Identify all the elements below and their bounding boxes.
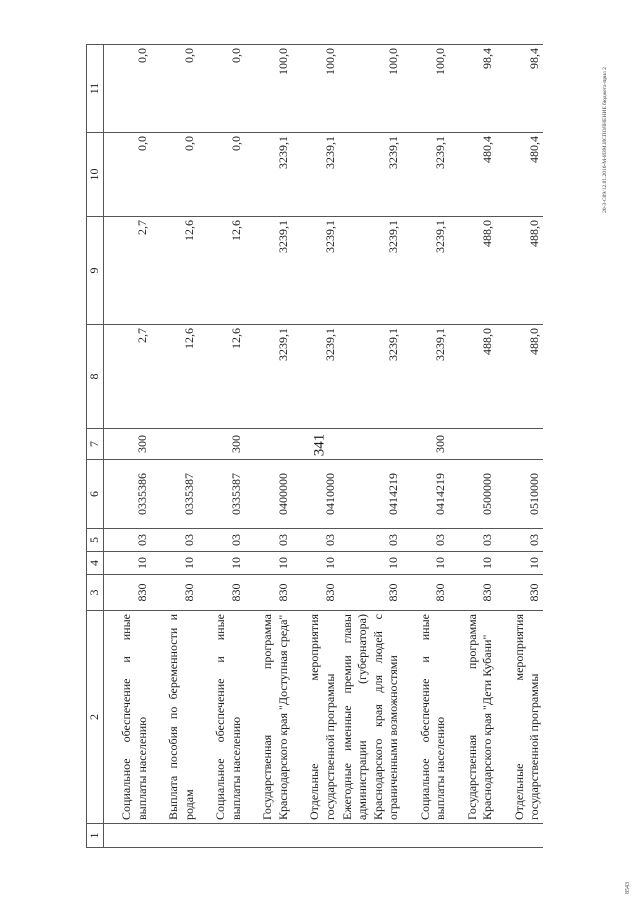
value-col-10: 3239,1 <box>402 133 449 217</box>
page-number: 341 <box>311 433 328 457</box>
value-col-8: 12,6 <box>151 325 198 429</box>
table-row <box>245 45 292 848</box>
column-number: 10 <box>87 133 104 217</box>
value-col-11: 98,4 <box>449 45 496 133</box>
value-col-8: 3239,1 <box>292 325 339 429</box>
value-col-10: 480,4 <box>496 133 543 217</box>
row-name: Социальное обеспечение и иные выплаты населению <box>104 611 152 824</box>
admin-code: 830 <box>151 575 198 611</box>
expense-type-code: 300 <box>198 429 245 460</box>
empty-cell <box>292 824 339 848</box>
admin-code: 830 <box>198 575 245 611</box>
empty-cell <box>198 824 245 848</box>
column-number: 5 <box>87 529 104 552</box>
section-code: 10 <box>449 552 496 575</box>
expense-type-code <box>245 429 292 460</box>
subsection-code: 03 <box>245 529 292 552</box>
value-col-9: 3239,1 <box>339 217 402 325</box>
value-col-9: 12,6 <box>198 217 245 325</box>
section-code: 10 <box>402 552 449 575</box>
expense-type-code <box>292 429 339 460</box>
value-col-8: 2,7 <box>104 325 152 429</box>
value-col-11: 100,0 <box>402 45 449 133</box>
expense-type-code <box>339 429 402 460</box>
budget-table <box>86 44 543 848</box>
section-code: 10 <box>339 552 402 575</box>
value-col-10: 480,4 <box>449 133 496 217</box>
admin-code: 830 <box>292 575 339 611</box>
expense-type-code: 300 <box>402 429 449 460</box>
table-row <box>198 45 245 848</box>
value-col-8: 3239,1 <box>245 325 292 429</box>
rotated-table-container <box>86 45 586 848</box>
column-number: 8 <box>87 325 104 429</box>
column-number: 1 <box>87 824 104 848</box>
value-col-9: 3239,1 <box>245 217 292 325</box>
value-col-10: 0,0 <box>104 133 152 217</box>
value-col-9: 488,0 <box>449 217 496 325</box>
column-number: 7 <box>87 429 104 460</box>
column-number: 9 <box>87 217 104 325</box>
admin-code: 830 <box>104 575 152 611</box>
row-name: Государственная программа Краснодарского края "Доступная среда" <box>245 611 292 824</box>
target-code: 0335387 <box>198 460 245 529</box>
target-code: 0414219 <box>339 460 402 529</box>
column-number: 6 <box>87 460 104 529</box>
table-row <box>339 45 402 848</box>
expense-type-code <box>151 429 198 460</box>
admin-code: 830 <box>402 575 449 611</box>
subsection-code: 03 <box>496 529 543 552</box>
section-code: 10 <box>245 552 292 575</box>
value-col-9: 12,6 <box>151 217 198 325</box>
admin-code: 830 <box>245 575 292 611</box>
column-number: 11 <box>87 45 104 133</box>
value-col-11: 0,0 <box>198 45 245 133</box>
value-col-11: 100,0 <box>292 45 339 133</box>
value-col-8: 3239,1 <box>402 325 449 429</box>
row-name: Выплата пособия по беременности и родам <box>151 611 198 824</box>
value-col-8: 12,6 <box>198 325 245 429</box>
target-code: 0335386 <box>104 460 152 529</box>
value-col-10: 3239,1 <box>245 133 292 217</box>
column-number: 2 <box>87 611 104 824</box>
section-code: 10 <box>151 552 198 575</box>
value-col-10: 3239,1 <box>339 133 402 217</box>
subsection-code: 03 <box>449 529 496 552</box>
table-row <box>104 45 152 848</box>
value-col-9: 2,7 <box>104 217 152 325</box>
target-code: 0335387 <box>151 460 198 529</box>
corner-mark: 8543 <box>625 882 631 894</box>
value-col-10: 3239,1 <box>292 133 339 217</box>
admin-code: 830 <box>449 575 496 611</box>
value-col-8: 3239,1 <box>339 325 402 429</box>
admin-code: 830 <box>496 575 543 611</box>
value-col-8: 488,0 <box>496 325 543 429</box>
subsection-code: 03 <box>339 529 402 552</box>
target-code: 0510000 <box>496 460 543 529</box>
table-row <box>151 45 198 848</box>
target-code: 0400000 <box>245 460 292 529</box>
table-row <box>496 45 543 848</box>
section-code: 10 <box>292 552 339 575</box>
admin-code: 830 <box>339 575 402 611</box>
table-row <box>292 45 339 848</box>
value-col-9: 3239,1 <box>292 217 339 325</box>
value-col-10: 0,0 <box>198 133 245 217</box>
empty-cell <box>402 824 449 848</box>
value-col-11: 100,0 <box>245 45 292 133</box>
value-col-10: 0,0 <box>151 133 198 217</box>
row-name: Ежегодные именные премии главы администрации (губернатора) Краснодарского края для людей с ограниченными возможностями <box>339 611 402 824</box>
table-row <box>402 45 449 848</box>
value-col-11: 0,0 <box>104 45 152 133</box>
row-name: Государственная программа Краснодарского края "Дети Кубани" <box>449 611 496 824</box>
empty-cell <box>449 824 496 848</box>
column-number: 4 <box>87 552 104 575</box>
value-col-11: 0,0 <box>151 45 198 133</box>
expense-type-code <box>449 429 496 460</box>
expense-type-code <box>496 429 543 460</box>
row-name: Социальное обеспечение и иные выплаты населению <box>402 611 449 824</box>
value-col-11: 98,4 <box>496 45 543 133</box>
subsection-code: 03 <box>402 529 449 552</box>
subsection-code: 03 <box>198 529 245 552</box>
value-col-8: 488,0 <box>449 325 496 429</box>
value-col-11: 100,0 <box>339 45 402 133</box>
section-code: 10 <box>496 552 543 575</box>
target-code: 0500000 <box>449 460 496 529</box>
target-code: 0414219 <box>402 460 449 529</box>
expense-type-code: 300 <box>104 429 152 460</box>
footer-file-path: 20-3-С09/12.01.2016-М-ИЗМ.ИСПОЛНЕНИЕ бюджета-прил 2 <box>602 67 608 213</box>
empty-cell <box>339 824 402 848</box>
row-name: Отдельные мероприятия государственной программы <box>292 611 339 824</box>
column-number-row <box>87 45 104 848</box>
empty-cell <box>245 824 292 848</box>
section-code: 10 <box>198 552 245 575</box>
section-code: 10 <box>104 552 152 575</box>
empty-cell <box>151 824 198 848</box>
row-name: Социальное обеспечение и иные выплаты населению <box>198 611 245 824</box>
column-number: 3 <box>87 575 104 611</box>
empty-cell <box>496 824 543 848</box>
subsection-code: 03 <box>151 529 198 552</box>
empty-cell <box>104 824 152 848</box>
subsection-code: 03 <box>292 529 339 552</box>
target-code: 0410000 <box>292 460 339 529</box>
value-col-9: 3239,1 <box>402 217 449 325</box>
table-row <box>449 45 496 848</box>
row-name: Отдельные мероприятия государственной программы <box>496 611 543 824</box>
value-col-9: 488,0 <box>496 217 543 325</box>
subsection-code: 03 <box>104 529 152 552</box>
